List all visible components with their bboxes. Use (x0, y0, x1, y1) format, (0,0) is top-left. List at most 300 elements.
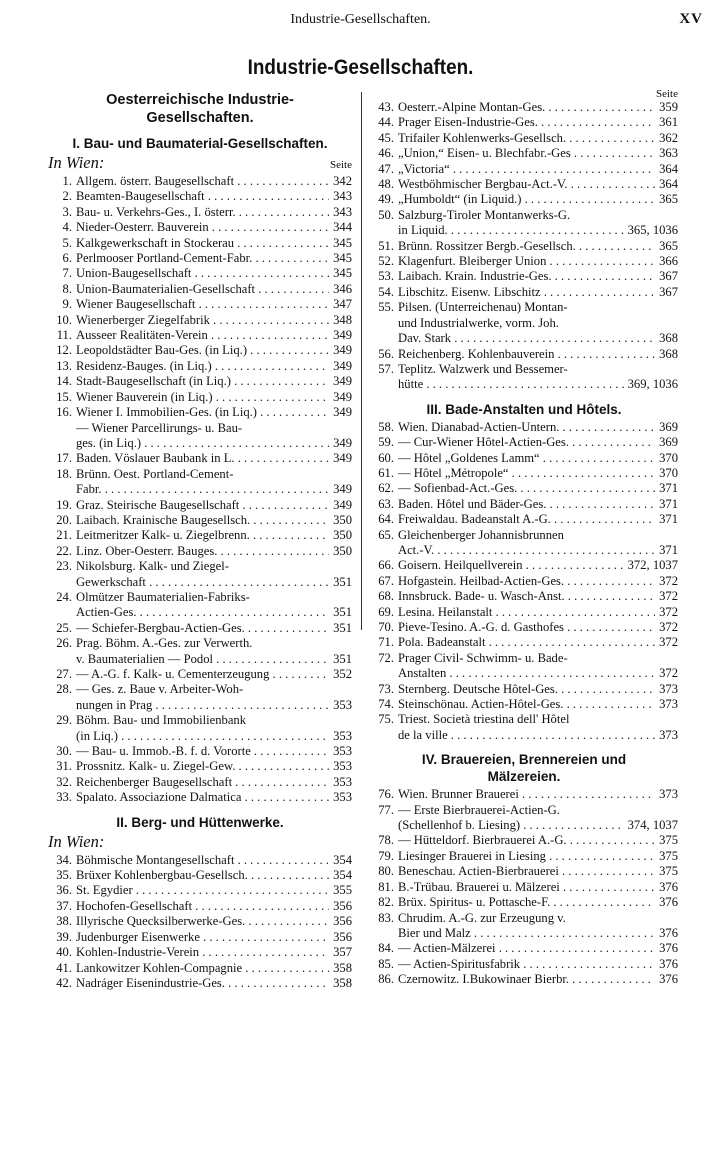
list-item (370, 223, 678, 238)
entry-number: 67. (378, 573, 394, 588)
entry-number: 58. (378, 419, 394, 434)
list-item (370, 466, 678, 481)
list-item (48, 652, 352, 667)
entry-page: 370 (659, 450, 678, 465)
entry-text: ges. (in Liq.) . . . (76, 436, 329, 451)
entry-text: (Schellenhof b. Liesing) . . . (398, 818, 624, 833)
entry-page: 376 (659, 941, 678, 956)
entry-text: Pilsen. (Unterreichenau) Montan- (398, 300, 568, 315)
entry-page: 349 (333, 435, 352, 450)
entry-text: Wien. Dianabad-Actien-Untern. . . . (398, 420, 655, 435)
entry-number: 63. (378, 496, 394, 511)
entry-text: Allgem. österr. Baugesellschaft . . . (76, 174, 329, 189)
entry-page: 373 (659, 681, 678, 696)
entry-page: 345 (333, 235, 352, 250)
entry-text: Nadráger Eisenindustrie-Ges. . . . (76, 976, 329, 991)
entry-number: 72. (378, 650, 394, 665)
list-item (370, 316, 678, 331)
entry-number: 5. (62, 235, 72, 250)
entry-page: 349 (333, 328, 352, 343)
list-item (370, 712, 678, 727)
entry-page: 355 (333, 883, 352, 898)
subheading-in-wien: In Wien: (48, 831, 105, 851)
entry-page: 353 (333, 774, 352, 789)
entry-number: 84. (378, 941, 394, 956)
list-item (370, 697, 678, 712)
entry-number: 32. (56, 774, 72, 789)
entry-page: 372 (659, 604, 678, 619)
entry-text: Trifailer Kohlenwerks-Gesellsch. . . . (398, 131, 655, 146)
entry-text: nungen in Prag . . . (76, 698, 329, 713)
entry-text: Freiwaldau. Badeanstalt A.-G. . . . (398, 512, 655, 527)
entry-page: 356 (333, 898, 352, 913)
entry-text: Chrudim. A.-G. zur Erzeugung v. (398, 910, 566, 925)
entry-number: 7. (62, 266, 72, 281)
entry-number: 56. (378, 346, 394, 361)
entry-text: Illyrische Quecksilberwerke-Ges. . . . (76, 914, 329, 929)
entry-number: 4. (62, 220, 72, 235)
entry-text: Bau- u. Verkehrs-Ges., I. österr. . . . (76, 205, 329, 220)
list-item (48, 961, 352, 976)
entry-number: 40. (56, 945, 72, 960)
list-item (48, 575, 352, 590)
list-item (48, 790, 352, 805)
column-divider (361, 92, 362, 630)
entry-page: 352 (333, 667, 352, 681)
entry-page: 372 (659, 573, 678, 588)
entry-text: Sternberg. Deutsche Hôtel-Ges. . . . (398, 682, 655, 697)
list-item (48, 698, 352, 713)
list-item (48, 236, 352, 251)
list-item (370, 300, 678, 315)
entry-text: Fabr. . . . (76, 482, 329, 497)
list-item (370, 239, 678, 254)
list-item (48, 914, 352, 929)
entry-page: 347 (333, 297, 352, 312)
entry-text: Lesina. Heilanstalt . . . (398, 605, 655, 620)
entry-text: Goisern. Heilquellverein . . . (398, 558, 624, 573)
entry-text: Union-Baumaterialien-Gesellschaft . . . (76, 282, 329, 297)
entry-number: 25. (56, 620, 72, 635)
entry-text: — Sofienbad-Act.-Ges. . . . (398, 481, 655, 496)
list-item (370, 146, 678, 161)
list-item (48, 945, 352, 960)
entry-page: 356 (333, 914, 352, 929)
entry-number: 83. (378, 910, 394, 925)
entry-number: 1. (62, 174, 72, 188)
entry-page: 349 (333, 374, 352, 389)
entry-number: 16. (56, 405, 72, 420)
entry-number: 57. (378, 361, 394, 376)
entry-number: 82. (378, 895, 394, 910)
entry-text: — A.-G. f. Kalk- u. Cementerzeugung . . . (76, 667, 329, 682)
entry-number: 29. (56, 713, 72, 728)
entry-page: 343 (333, 189, 352, 204)
entry-number: 34. (56, 852, 72, 867)
list-item (370, 864, 678, 879)
list-item (48, 744, 352, 759)
entry-page: 371 (659, 481, 678, 496)
list-item (48, 343, 352, 358)
entry-text: — Actien-Spiritusfabrik . . . (398, 957, 655, 972)
entry-list-bau (48, 174, 352, 806)
list-item (48, 282, 352, 297)
entry-text: Innsbruck. Bade- u. Wasch-Anst. . . . (398, 589, 655, 604)
group-title: Oesterreichische Industrie- Gesellschaften. (106, 92, 294, 126)
entry-text: Gewerkschaft . . . (76, 575, 329, 590)
entry-page: 349 (333, 497, 352, 512)
list-item (370, 100, 678, 115)
entry-number: 43. (378, 100, 394, 114)
entry-page: 343 (333, 204, 352, 219)
subheading-row (48, 831, 352, 853)
list-item (48, 390, 352, 405)
entry-page: 365, 1036 (627, 223, 678, 238)
entry-page: 346 (333, 281, 352, 296)
list-item (48, 421, 352, 436)
entry-page: 371 (659, 542, 678, 557)
entry-number: 31. (56, 759, 72, 774)
entry-number: 13. (56, 358, 72, 373)
list-item (370, 420, 678, 435)
entry-page: 356 (333, 929, 352, 944)
entry-text: Böhmische Montangesellschaft . . . (76, 853, 329, 868)
entry-page: 353 (333, 728, 352, 743)
entry-page: 361 (659, 115, 678, 130)
entry-number: 54. (378, 284, 394, 299)
entry-text: Westböhmischer Bergbau-Act.-V. . . . (398, 177, 655, 192)
entry-text: hütte . . . (398, 377, 624, 392)
entry-page: 373 (659, 697, 678, 712)
list-item (370, 620, 678, 635)
list-item (370, 605, 678, 620)
entry-number: 26. (56, 636, 72, 651)
list-item (370, 131, 678, 146)
list-item (370, 682, 678, 697)
entry-number: 60. (378, 450, 394, 465)
entry-text: Leitmeritzer Kalk- u. Ziegelbrenn. . . . (76, 528, 329, 543)
entry-number: 78. (378, 833, 394, 848)
list-item (370, 481, 678, 496)
entry-number: 20. (56, 512, 72, 527)
list-item (48, 482, 352, 497)
section-title-bade: III. Bade-Anstalten und Hôtels. (426, 401, 622, 417)
entry-page: 344 (333, 220, 352, 235)
entry-text: Linz. Ober-Oesterr. Bauges. . . . (76, 544, 329, 559)
entry-page: 358 (333, 960, 352, 975)
entry-number: 19. (56, 497, 72, 512)
list-item (48, 467, 352, 482)
entry-text: Stadt-Baugesellschaft (in Liq.) . . . (76, 374, 329, 389)
entry-text: Libschitz. Eisenw. Libschitz . . . (398, 285, 655, 300)
entry-text: Kalkgewerkschaft in Stockerau . . . (76, 236, 329, 251)
entry-number: 66. (378, 558, 394, 573)
entry-number: 52. (378, 254, 394, 269)
entry-page: 371 (659, 496, 678, 511)
section-title-berg: II. Berg- und Hüttenwerke. (116, 814, 284, 830)
entry-text: Bier und Malz . . . (398, 926, 655, 941)
entry-number: 27. (56, 667, 72, 681)
list-item (370, 451, 678, 466)
entry-text: Union-Baugesellschaft . . . (76, 266, 329, 281)
entry-text: Teplitz. Walzwerk und Bessemer- (398, 361, 568, 376)
entry-number: 37. (56, 898, 72, 913)
entry-page: 364 (659, 161, 678, 176)
entry-number: 2. (62, 189, 72, 204)
entry-page: 350 (333, 512, 352, 527)
entry-number: 39. (56, 929, 72, 944)
list-item (370, 435, 678, 450)
entry-page: 372 (659, 666, 678, 681)
entry-text: Beamten-Baugesellschaft . . . (76, 189, 329, 204)
left-column (48, 88, 352, 991)
entry-page: 367 (659, 284, 678, 299)
entry-page: 375 (659, 848, 678, 863)
entry-number: 41. (56, 960, 72, 975)
entry-page: 362 (659, 130, 678, 145)
list-item (48, 513, 352, 528)
entry-text: Brüxer Kohlenbergbau-Gesellsch. . . . (76, 868, 329, 883)
entry-page: 372, 1037 (627, 558, 678, 573)
entry-text: — Hütteldorf. Bierbrauerei A.-G. . . . (398, 833, 655, 848)
entry-text: B.-Trübau. Brauerei u. Mälzerei . . . (398, 880, 655, 895)
list-item (48, 667, 352, 682)
entry-text: Wiener I. Immobilien-Ges. (in Liq.) . . . (76, 405, 329, 420)
entry-page: 345 (333, 251, 352, 266)
entry-page: 369, 1036 (627, 377, 678, 392)
entry-number: 8. (62, 281, 72, 296)
entry-number: 68. (378, 589, 394, 604)
entry-number: 23. (56, 559, 72, 574)
list-item (48, 251, 352, 266)
list-item (48, 498, 352, 513)
entry-text: Nieder-Oesterr. Bauverein . . . (76, 220, 329, 235)
page-number: XV (679, 11, 703, 27)
entry-text: Wien. Brunner Brauerei . . . (398, 787, 655, 802)
entry-text: „Victoria“ . . . (398, 162, 655, 177)
entry-number: 79. (378, 848, 394, 863)
section-title-brauereien: IV. Brauereien, Brennereien und Mälzereien. (421, 752, 627, 785)
list-item (370, 666, 678, 681)
entry-page: 364 (659, 177, 678, 192)
entry-page: 350 (333, 543, 352, 558)
entry-number: 49. (378, 192, 394, 207)
entry-text: Baden. Vöslauer Baubank in L. . . . (76, 451, 329, 466)
entry-number: 18. (56, 466, 72, 481)
entry-number: 74. (378, 697, 394, 712)
list-item (48, 451, 352, 466)
entry-page: 373 (659, 727, 678, 742)
entry-page: 353 (333, 759, 352, 774)
list-item (48, 682, 352, 697)
list-item (48, 559, 352, 574)
entry-number: 62. (378, 481, 394, 496)
list-item (48, 205, 352, 220)
list-item (370, 941, 678, 956)
list-item (370, 497, 678, 512)
list-item (48, 436, 352, 451)
list-item (370, 849, 678, 864)
subheading-row (48, 152, 352, 174)
entry-page: 368 (659, 331, 678, 346)
entry-page: 342 (333, 174, 352, 188)
entry-number: 64. (378, 512, 394, 527)
entry-number: 45. (378, 130, 394, 145)
entry-page: 367 (659, 269, 678, 284)
entry-text: Brünn. Oest. Portland-Cement- (76, 466, 234, 481)
list-item (370, 254, 678, 269)
entry-text: Klagenfurt. Bleiberger Union . . . (398, 254, 655, 269)
entry-page: 365 (659, 192, 678, 207)
list-item (370, 192, 678, 207)
entry-page: 375 (659, 864, 678, 879)
list-item (48, 313, 352, 328)
entry-text: — Ges. z. Baue v. Arbeiter-Woh- (76, 682, 244, 697)
list-item (370, 574, 678, 589)
list-item (370, 543, 678, 558)
entry-text: Actien-Ges. . . . (76, 605, 329, 620)
entry-page: 353 (333, 697, 352, 712)
entry-text: — Actien-Mälzerei . . . (398, 941, 655, 956)
entry-number: 6. (62, 251, 72, 266)
entry-text: Act.-V. . . . (398, 543, 655, 558)
entry-page: 350 (333, 528, 352, 543)
entry-text: Brüx. Spiritus- u. Pottasche-F. . . . (398, 895, 655, 910)
list-item (48, 605, 352, 620)
entry-text: „Humboldt“ (in Liquid.) . . . (398, 192, 655, 207)
list-item (48, 374, 352, 389)
entry-text: Olmützer Baumaterialien-Fabriks- (76, 589, 250, 604)
entry-page: 349 (333, 358, 352, 373)
entry-text: Hochofen-Gesellschaft . . . (76, 899, 329, 914)
list-item (48, 220, 352, 235)
entry-text: Prager Civil- Schwimm- u. Bade- (398, 650, 568, 665)
list-item (370, 512, 678, 527)
entry-text: Wienerberger Ziegelfabrik . . . (76, 313, 329, 328)
entry-number: 71. (378, 635, 394, 650)
entry-text: Wiener Baugesellschaft . . . (76, 297, 329, 312)
entry-text: Dav. Stark . . . (398, 331, 655, 346)
entry-page: 368 (659, 346, 678, 361)
entry-page: 351 (333, 651, 352, 666)
list-item (48, 297, 352, 312)
entry-page: 372 (659, 620, 678, 634)
entry-number: 17. (56, 451, 72, 466)
entry-number: 69. (378, 604, 394, 619)
entry-page: 372 (659, 635, 678, 650)
entry-text: Reichenberg. Kohlenbauverein . . . (398, 347, 655, 362)
list-item (370, 589, 678, 604)
list-item (370, 728, 678, 743)
entry-page: 371 (659, 512, 678, 527)
list-item (370, 651, 678, 666)
entry-number: 77. (378, 802, 394, 817)
entry-list-berg-continued (370, 100, 678, 393)
list-item (370, 787, 678, 802)
entry-number: 46. (378, 146, 394, 161)
entry-number: 50. (378, 207, 394, 222)
entry-text: Salzburg-Tiroler Montanwerks-G. (398, 207, 571, 222)
list-item (370, 528, 678, 543)
list-item (48, 729, 352, 744)
seite-label: Seite (330, 159, 352, 171)
entry-list-bade (370, 420, 678, 744)
list-item (48, 713, 352, 728)
list-item (370, 285, 678, 300)
list-item (370, 558, 678, 573)
entry-page: 374, 1037 (627, 818, 678, 833)
entry-number: 22. (56, 543, 72, 558)
entry-page: 369 (659, 419, 678, 434)
entry-page: 349 (333, 405, 352, 420)
entry-page: 349 (333, 389, 352, 404)
entry-page: 351 (333, 605, 352, 620)
list-item (370, 833, 678, 848)
entry-text: Laibach. Krainische Baugesellsch. . . . (76, 513, 329, 528)
list-item (48, 328, 352, 343)
entry-text: Spalato. Associazione Dalmatica . . . (76, 790, 329, 805)
list-item (370, 880, 678, 895)
entry-text: — Hôtel „Métropole“ . . . (398, 466, 655, 481)
entry-text: Prossnitz. Kalk- u. Ziegel-Gew. . . . (76, 759, 329, 774)
list-item (48, 775, 352, 790)
entry-text: — Erste Bierbrauerei-Actien-G. (398, 802, 560, 817)
entry-page: 349 (333, 451, 352, 466)
entry-text: Nikolsburg. Kalk- und Ziegel- (76, 559, 229, 574)
entry-text: — Bau- u. Immob.-B. f. d. Vororte . . . (76, 744, 329, 759)
entry-number: 42. (56, 975, 72, 990)
entry-number: 86. (378, 972, 394, 987)
entry-page: 365 (659, 238, 678, 253)
entry-text: de la ville . . . (398, 728, 655, 743)
entry-number: 55. (378, 300, 394, 315)
list-item (48, 590, 352, 605)
list-item (370, 162, 678, 177)
entry-number: 53. (378, 269, 394, 284)
entry-number: 38. (56, 914, 72, 929)
entry-page: 376 (659, 879, 678, 894)
list-item (370, 818, 678, 833)
entry-page: 351 (333, 574, 352, 589)
entry-text: Reichenberger Baugesellschaft . . . (76, 775, 329, 790)
entry-text: — Hôtel „Goldenes Lamm“ . . . (398, 451, 655, 466)
list-item (48, 759, 352, 774)
running-header-title: Industrie-Gesellschaften. (290, 12, 431, 27)
seite-label: Seite (656, 88, 678, 100)
list-item (370, 895, 678, 910)
entry-number: 28. (56, 682, 72, 697)
list-item (48, 174, 352, 189)
entry-list-berg (48, 853, 352, 992)
list-item (48, 189, 352, 204)
list-item (48, 930, 352, 945)
entry-text: v. Baumaterialien — Podol . . . (76, 652, 329, 667)
entry-number: 36. (56, 883, 72, 898)
entry-page: 372 (659, 589, 678, 604)
entry-text: Prager Eisen-Industrie-Ges. . . . (398, 115, 655, 130)
entry-text: Kohlen-Industrie-Verein . . . (76, 945, 329, 960)
entry-text: Gleichenberger Johannisbrunnen (398, 527, 564, 542)
entry-text: Ausseer Realitäten-Verein . . . (76, 328, 329, 343)
subheading-in-wien: In Wien: (48, 153, 105, 172)
entry-page: 370 (659, 465, 678, 480)
entry-text: Beneschau. Actien-Bierbrauerei . . . (398, 864, 655, 879)
page-title: Industrie-Gesellschaften. (247, 56, 474, 79)
entry-page: 351 (333, 620, 352, 635)
entry-text: Liesinger Brauerei in Liesing . . . (398, 849, 655, 864)
entry-number: 85. (378, 956, 394, 971)
entry-number: 11. (56, 328, 72, 343)
